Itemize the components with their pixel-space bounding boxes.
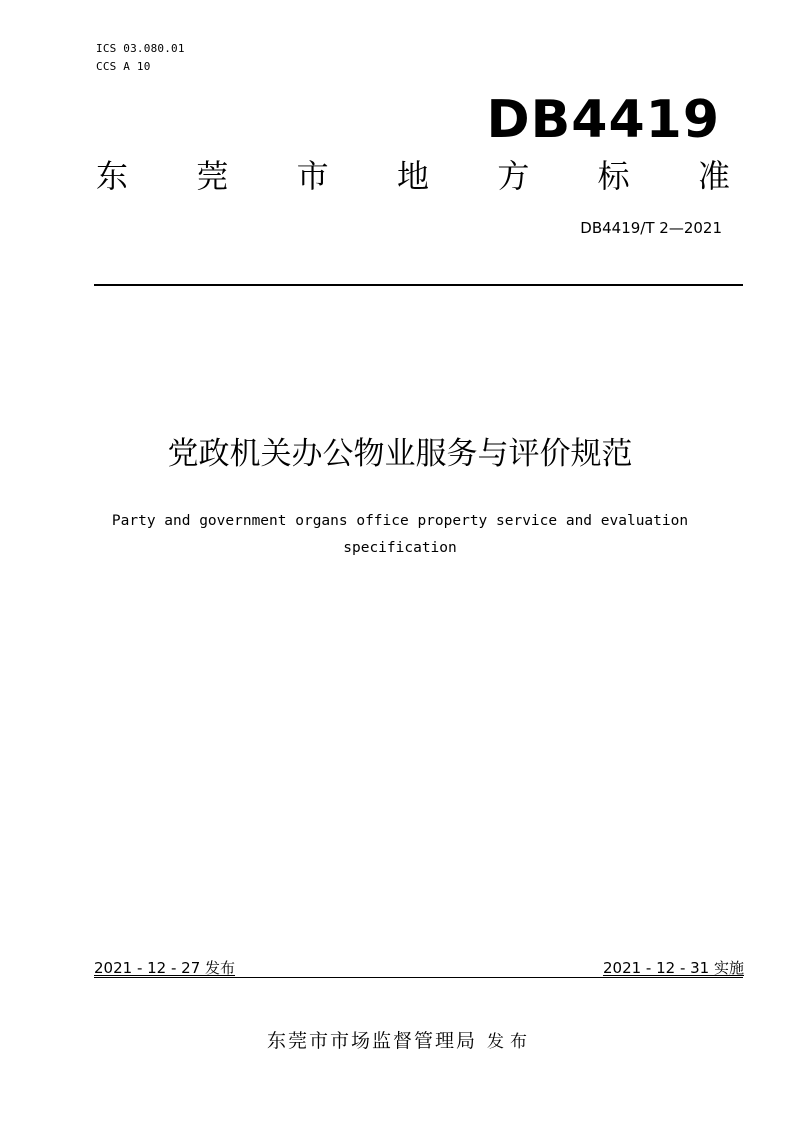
standard-type-heading (96, 154, 730, 198)
standard-type-char: 准 (697, 157, 730, 195)
standard-type-char: 市 (296, 157, 329, 195)
top-divider (94, 284, 743, 286)
standard-type-char: 东 (96, 157, 129, 195)
standard-type-char: 莞 (196, 157, 229, 195)
ics-code: ICS 03.080.01 (96, 42, 185, 55)
standard-type-char: 标 (597, 157, 630, 195)
standard-type-char: 方 (497, 157, 530, 195)
bottom-divider (94, 977, 743, 978)
ccs-code: CCS A 10 (96, 60, 151, 73)
document-title-chinese: 党政机关办公物业服务与评价规范 (167, 436, 633, 472)
standard-code-logo: DB4419 (486, 90, 720, 150)
implementation-date: 2021 - 12 - 31 实施 (602, 959, 744, 977)
standard-number: DB4419/T 2—2021 (580, 219, 722, 237)
issuer-name: 东莞市市场监督管理局 (266, 1030, 477, 1052)
standard-type-char: 地 (396, 157, 429, 195)
issuer-suffix: 发布 (487, 1032, 533, 1052)
issue-date: 2021 - 12 - 27 发布 (94, 959, 236, 977)
issuing-authority (0, 1028, 800, 1055)
document-title-english: Party and government organs office property service and evaluation specification (111, 513, 689, 556)
